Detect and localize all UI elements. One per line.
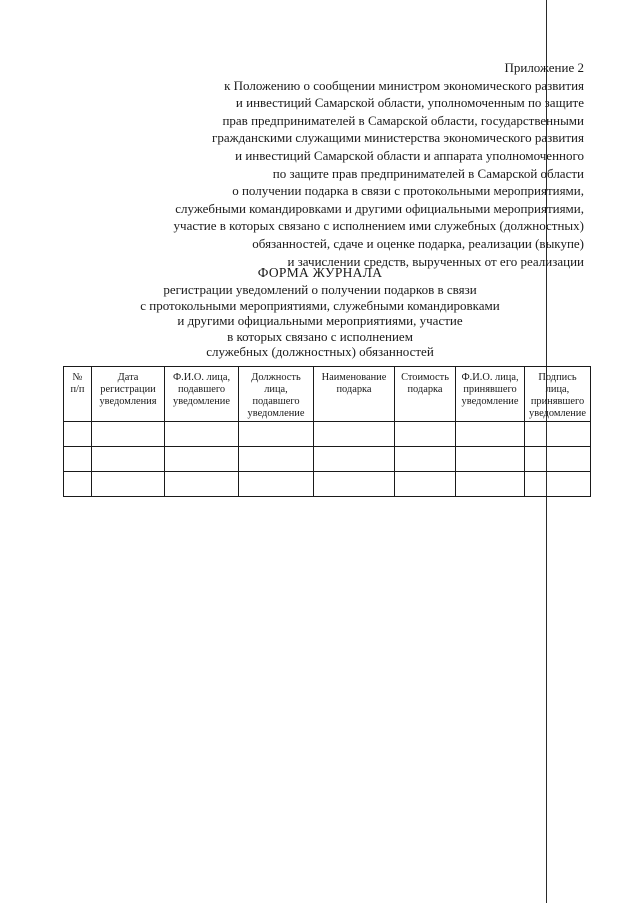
table-cell: [92, 422, 165, 447]
annex-line: гражданскими служащими министерства экономического развития: [212, 130, 584, 146]
table-cell: [395, 447, 456, 472]
annex-line: участие в которых связано с исполнением ими служебных (должностных): [173, 218, 584, 234]
table-cell: [456, 422, 525, 447]
table-row: [64, 447, 591, 472]
form-subtitle-line: с протокольными мероприятиями, служебными командировками: [140, 297, 500, 313]
table-cell: [92, 472, 165, 497]
table-cell: [165, 422, 239, 447]
table-cell: [525, 447, 591, 472]
header-registration-date: Дата регистрации уведомления: [92, 367, 165, 422]
journal-table: [63, 366, 591, 497]
form-subtitle-line: и другими официальными мероприятиями, участие: [177, 313, 463, 328]
journal-header-row: [64, 367, 591, 422]
table-cell: [525, 472, 591, 497]
header-receiver-name: Ф.И.О. лица, принявшего уведомление: [456, 367, 525, 422]
form-subtitle-line: в которых связано с исполнением: [227, 328, 413, 344]
header-gift-name: Наименование подарка: [314, 367, 395, 422]
annex-line: прав предпринимателей в Самарской области, государственными: [222, 112, 584, 128]
annex-line: обязанностей, сдаче и оценке подарка, реализации (выкупе): [252, 235, 584, 251]
table-cell: [395, 472, 456, 497]
table-cell: [165, 447, 239, 472]
table-cell: [239, 447, 314, 472]
table-cell: [525, 422, 591, 447]
table-row: [64, 472, 591, 497]
header-number: № п/п: [64, 367, 92, 422]
header-submitter-name: Ф.И.О. лица, подавшего уведомление: [165, 367, 239, 422]
annex-line: служебными командировками и другими официальными мероприятиями,: [175, 200, 584, 216]
table-cell: [314, 447, 395, 472]
annex-line: о получении подарка в связи с протокольными мероприятиями,: [232, 183, 584, 199]
form-title: ФОРМА ЖУРНАЛА: [257, 265, 383, 280]
table-cell: [64, 447, 92, 472]
form-subtitle-line: регистрации уведомлений о получении подарков в связи: [163, 282, 477, 297]
table-cell: [239, 472, 314, 497]
table-cell: [314, 472, 395, 497]
annex-line: и инвестиций Самарской области, уполномоченным по защите: [235, 95, 584, 111]
table-cell: [314, 422, 395, 447]
header-submitter-position: Должность лица, подавшего уведомление: [239, 367, 314, 422]
annex-line: и зачислении средств, вырученных от его реализации: [287, 253, 584, 269]
table-cell: [92, 447, 165, 472]
form-heading: [0, 264, 640, 360]
annex-line: по защите прав предпринимателей в Самарской области: [272, 165, 584, 181]
table-cell: [456, 447, 525, 472]
form-subtitle-line: служебных (должностных) обязанностей: [206, 344, 434, 359]
header-gift-value: Стоимость подарка: [395, 367, 456, 422]
annex-header: [174, 59, 584, 270]
table-cell: [456, 472, 525, 497]
table-cell: [64, 472, 92, 497]
annex-line: и инвестиций Самарской области и аппарата уполномоченного: [235, 147, 584, 163]
table-cell: [395, 422, 456, 447]
header-receiver-signature: Подпись лица, принявшего уведомление: [525, 367, 591, 422]
annex-line: к Положению о сообщении министром экономического развития: [224, 77, 584, 93]
table-cell: [239, 422, 314, 447]
table-row: [64, 422, 591, 447]
annex-title: Приложение 2: [504, 60, 584, 75]
journal-body: [64, 422, 591, 497]
table-cell: [64, 422, 92, 447]
table-cell: [165, 472, 239, 497]
